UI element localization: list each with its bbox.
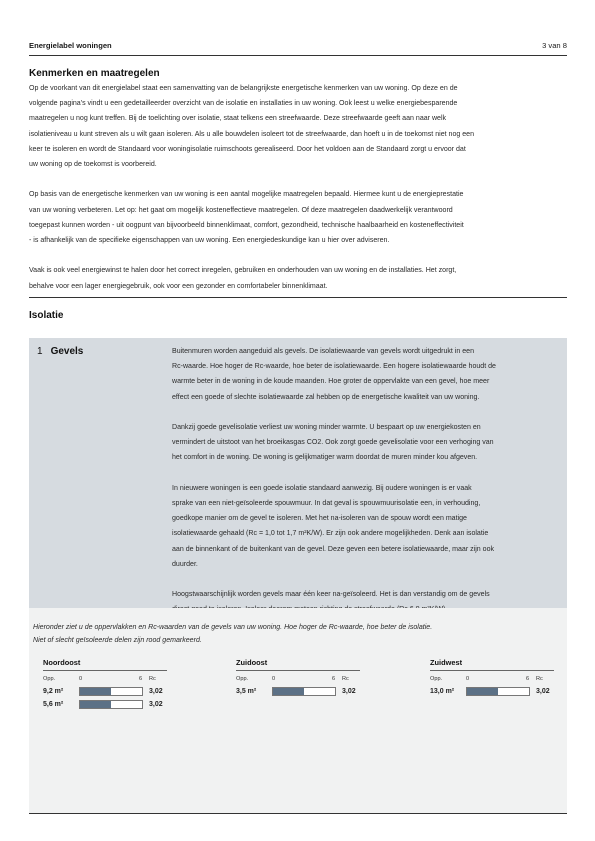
footer-rule <box>29 813 567 814</box>
table-row <box>43 686 193 699</box>
isolatie-heading: Isolatie <box>29 310 64 321</box>
rc-bar-fill <box>273 688 304 695</box>
header-rule <box>29 55 567 56</box>
text-line: toegepast kunnen worden - uit oogpunt van bijvoorbeeld binnenklimaat, comfort, gezondheid, technische haalbaarheid en kosteneffectiviteit <box>29 221 464 229</box>
axis-max: 6 <box>526 676 530 682</box>
page-header <box>29 41 567 53</box>
text-line: Vaak is ook veel energiewinst te halen door het correct inregelen, gebruiken en onderhouden van uw woning en de installaties. Het zorgt, <box>29 267 457 275</box>
gevels-number: 1 <box>37 346 43 357</box>
gevels-description <box>172 344 562 633</box>
rc-bar-fill <box>467 688 498 695</box>
rc-bar-fill <box>80 688 111 695</box>
axis-labels <box>236 676 386 686</box>
region-name: Zuidoost <box>236 658 268 667</box>
axis-rc: Rc <box>536 676 543 682</box>
axis-max: 6 <box>332 676 336 682</box>
axis-min: 0 <box>466 676 470 682</box>
text-line: van uw woning verbeteren. Let op: het gaat om mogelijk kosteneffectieve maatregelen. Of deze maatregelen daadwerkelijk verantwoord <box>29 206 453 214</box>
area-value: 13,0 m² <box>430 688 455 695</box>
axis-min: 0 <box>272 676 276 682</box>
text-line: behalve voor een lager energiegebruik, ook voor een gezonder en comfortabeler binnenklimaat. <box>29 282 328 290</box>
section-heading: Kenmerken en maatregelen <box>29 68 160 79</box>
gevels-paragraph: In nieuwere woningen is een goede isolatie standaard aanwezig. Bij oudere woningen is er vaak sprake van een niet-geïsoleerde spouwmuur. In dat geval is spouwmuurisolatie een, in verhouding, goedkope manier om de gevel te isoleren. Met het na-isoleren van de spouw wordt een matige isolatiewaarde gehaald (Rc = 1,0 tot 1,7 m²K/W). Er zijn ook andere mogelijkheden. Denk aan isolatie aan de binnenkant of de buitenkant van de gevel. Deze geven een betere isolatiewaarde, maar zijn ook duurder. <box>172 484 495 568</box>
axis-labels <box>43 676 193 686</box>
text-line: Op de voorkant van dit energielabel staat een samenvatting van de belangrijkste energetische kenmerken van uw woning. Op deze en de <box>29 85 458 92</box>
gevels-title-text: Gevels <box>50 346 84 357</box>
gevels-paragraph: Buitenmuren worden aangeduid als gevels. De isolatiewaarde van gevels wordt uitgedrukt in een Rc-waarde. Hoe hoger de Rc-waarde, hoe beter de isolatiewaarde. Een hogere isolatiewaarde houdt de warmte beter in de woning in de koude maanden. Hoe groter de oppervlakte van een gevel, hoe meer effect een goede of slechte isolatiewaarde zal hebben op de energetische kwaliteit van uw woning. <box>172 348 496 401</box>
area-value: 9,2 m² <box>43 688 64 695</box>
rc-value: 3,02 <box>149 701 163 708</box>
table-note: Hieronder ziet u de oppervlakken en Rc-waarden van de gevels van uw woning. Hoe hoger de Rc-waarde, hoe beter de isolatie. <box>33 624 433 631</box>
region-zuidoost <box>236 658 386 699</box>
area-value: 5,6 m² <box>43 701 64 708</box>
rc-bar <box>466 687 530 696</box>
rc-value: 3,02 <box>536 688 550 695</box>
gevels-table <box>29 608 567 813</box>
table-note-red: Niet of slecht geïsoleerde delen zijn rood gemarkeerd. <box>33 637 202 644</box>
region-zuidwest <box>430 658 580 699</box>
axis-min: 0 <box>79 676 83 682</box>
table-row <box>43 699 193 712</box>
axis-rc: Rc <box>342 676 349 682</box>
region-name: Zuidwest <box>430 658 463 667</box>
text-line: Op basis van de energetische kenmerken van uw woning is een aantal mogelijke maatregelen bepaald. Hiermee kunt u de energieprestatie <box>29 191 464 199</box>
spacer <box>29 248 567 263</box>
region-underline <box>430 670 554 671</box>
intro-text <box>29 81 567 294</box>
text-line: uw woning op de toekomst is voorbereid. <box>29 161 157 169</box>
rc-bar <box>79 687 143 696</box>
rc-value: 3,02 <box>342 688 356 695</box>
rc-bar <box>79 700 143 709</box>
axis-opp: Opp. <box>236 676 249 682</box>
region-underline <box>236 670 360 671</box>
spacer <box>29 172 567 187</box>
area-value: 3,5 m² <box>236 688 257 695</box>
document-title: Energielabel woningen <box>29 41 112 50</box>
section-rule <box>29 297 567 298</box>
axis-max: 6 <box>139 676 143 682</box>
axis-opp: Opp. <box>43 676 56 682</box>
axis-rc: Rc <box>149 676 156 682</box>
rc-bar-fill <box>80 701 111 708</box>
text-line: keer te isoleren en wordt de Standaard voor woningisolatie ruimschoots gerealiseerd. Door het voldoen aan de Standaard zorgt u ervoor dat <box>29 145 466 153</box>
axis-opp: Opp. <box>430 676 443 682</box>
text-line: volgende pagina's vindt u een gedetailleerder overzicht van de isolatie en installaties in uw woning. Ook leest u welke energiebesparende <box>29 100 458 108</box>
table-row <box>236 686 386 699</box>
rc-bar <box>272 687 336 696</box>
gevels-paragraph: Dankzij goede gevelisolatie verliest uw woning minder warmte. U bespaart op uw energiekosten en vermindert de uitstoot van het broeikasgas CO2. Ook zorgt goede gevelisolatie voor een verhoging van het comfort in de woning. De woning is gelijkmatiger warm doordat de muren minder kou afgeven. <box>172 424 494 462</box>
text-line: - is afhankelijk van de specifieke eigenschappen van uw woning. Een energiedeskundige kan u hier over adviseren. <box>29 237 390 245</box>
text-line: maatregelen u nog kunt treffen. Bij de toelichting over isolatie, staat telkens een streefwaarde. Deze streefwaarde geeft aan naar welk <box>29 115 447 123</box>
gevels-paragraph: Hoogstwaarschijnlijk worden gevels maar één keer na-geïsoleerd. Het is dan verstandig om de gevels <box>172 591 490 599</box>
region-name: Noordoost <box>43 658 81 667</box>
page-number: 3 van 8 <box>542 41 567 50</box>
axis-labels <box>430 676 580 686</box>
region-noordoost <box>43 658 193 712</box>
table-row <box>430 686 580 699</box>
text-line: isolatieniveau u kunt streven als u wilt gaan isoleren. Als u alle bouwdelen isoleert tot de streefwaarde, dan hoeft u in de toekomst niet nog een <box>29 130 475 138</box>
region-underline <box>43 670 167 671</box>
gevels-panel <box>29 338 567 608</box>
rc-value: 3,02 <box>149 688 163 695</box>
gevels-title <box>37 346 83 357</box>
document-page <box>29 0 567 841</box>
